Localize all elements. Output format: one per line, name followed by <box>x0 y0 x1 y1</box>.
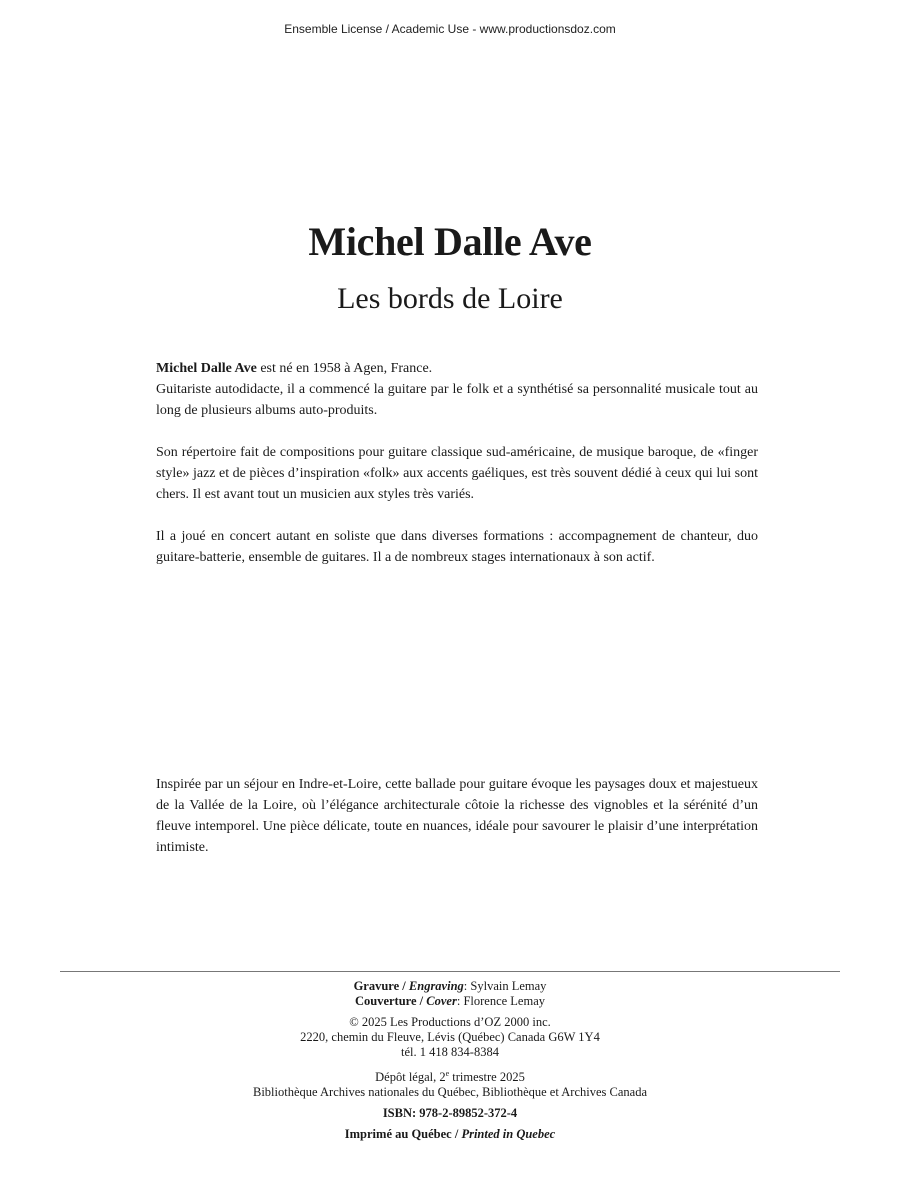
piece-description <box>156 774 758 858</box>
composer-name: Michel Dalle Ave <box>308 219 592 264</box>
piece-title: Les bords de Loire <box>337 282 563 315</box>
bio-paragraph-2: Son répertoire fait de compositions pour guitare classique sud-américaine, de musique baroque, de «finger style» jazz et de pièces d’inspiration «folk» aux accents gaéliques, est très souvent dédié à ceux qui lui sont chers. Il est avant tout un musicien aux styles très variés. <box>156 445 758 502</box>
bio-intro <box>156 358 758 379</box>
bio-paragraph-1: Guitariste autodidacte, il a commencé la guitare par le folk et a synthétisé sa personnalité musicale tout au long de plusieurs albums auto-produits. <box>156 382 758 418</box>
copyright: © 2025 Les Productions d’OZ 2000 inc. <box>349 1015 551 1029</box>
printed-in: Imprimé au Québec / Printed in Quebec <box>344 1127 556 1142</box>
legal-deposit: Dépôt légal, 2e trimestre 2025 <box>375 1069 525 1085</box>
engraving-credit: Gravure / Engraving: Sylvain Lemay <box>353 979 547 993</box>
libraries: Bibliothèque Archives nationales du Québec, Bibliothèque et Archives Canada <box>253 1085 647 1100</box>
description-text: Inspirée par un séjour en Indre-et-Loire, cette ballade pour guitare évoque les paysages doux et majestueux de la Vallée de la Loire, où l’élégance architecturale côtoie la richesse des vignobles et la sérénité d’un fleuve intemporel. Une pièce délicate, toute en nuances, idéale pour savourer le plaisir d’une interprétation intimiste. <box>156 777 758 855</box>
publisher-address: 2220, chemin du Fleuve, Lévis (Québec) Canada G6W 1Y4 <box>300 1030 600 1044</box>
colophon <box>0 979 900 1142</box>
cover-credit: Couverture / Cover: Florence Lemay <box>354 994 546 1008</box>
bio-paragraph-3: Il a joué en concert autant en soliste que dans diverses formations : accompagnement de chanteur, duo guitare-batterie, ensemble de guitares. Il a de nombreux stages internationaux à son actif. <box>156 529 758 565</box>
bio-birth: est né en 1958 à Agen, France. <box>256 361 433 376</box>
biography <box>156 358 758 589</box>
bio-name: Michel Dalle Ave <box>156 361 257 376</box>
footer-divider <box>60 971 840 972</box>
publisher-phone: tél. 1 418 834-8384 <box>401 1045 499 1059</box>
isbn: ISBN: 978-2-89852-372-4 <box>382 1106 518 1121</box>
license-notice: Ensemble License / Academic Use - www.productionsdoz.com <box>284 22 616 36</box>
